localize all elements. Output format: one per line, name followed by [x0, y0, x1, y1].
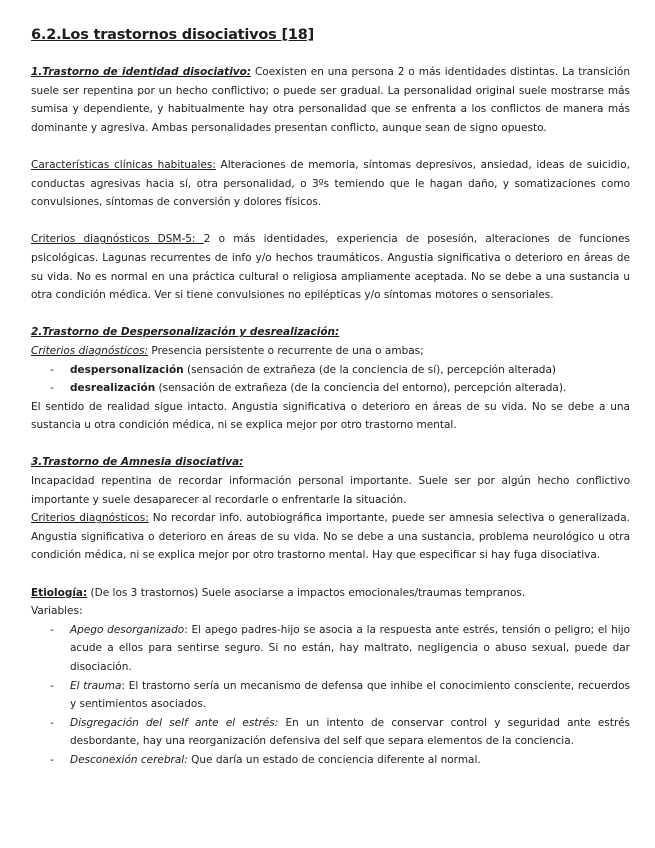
depersonalization-criteria	[31, 342, 630, 361]
list-item-desc: (sensación de extrañeza (de la conciencia del entorno), percepción alterada).	[155, 382, 567, 395]
depersonalization-after: El sentido de realidad sigue intacto. Angustia significativa o deterioro en áreas de su vida. No se debe a una sustancia u otra condición médica, ni se explica mejor por otro trastorno mental.	[31, 400, 630, 432]
list-item-term: El trauma	[70, 679, 122, 692]
section-amnesia	[31, 453, 630, 472]
variables-label: Variables:	[31, 605, 83, 618]
etiology-label: Etiología:	[31, 586, 88, 599]
list-item	[31, 621, 630, 677]
list-item	[31, 677, 630, 714]
list-item-desc: En un intento de conservar control y seguridad ante estrés desbordante, hay una reorganización defensiva del self que separa elementos de la conciencia.	[70, 716, 630, 748]
criteria-label: Criterios diagnósticos:	[31, 512, 149, 525]
criteria-label: Criterios diagnósticos:	[31, 344, 149, 357]
bullet-dash: -	[50, 753, 54, 766]
list-item-desc: (sensación de extrañeza (de la conciencia de sí), percepción alterada)	[183, 363, 556, 376]
etiology-text: (De los 3 trastornos) Suele asociarse a impactos emocionales/traumas tempranos.	[87, 586, 526, 599]
section-heading: 1.Trastorno de identidad disociativo:	[31, 66, 252, 78]
etiology-paragraph	[31, 584, 630, 603]
section-text: Coexisten en una persona 2 o más identidades distintas. La transición suele ser repentina por un hecho conflictivo; o puede ser gradual. La personalidad original suele mostrarse más sumisa y dependiente, y habitualmente hay otra personalidad que se enfrenta a los conflictos de manera más dominante y agresiva. Ambas personalidades presentan conflicto, aunque sean de signo opuesto.	[31, 66, 630, 134]
list-item-term: Apego desorganizado	[70, 623, 185, 636]
bullet-dash: -	[50, 382, 54, 395]
amnesia-text: Incapacidad repentina de recordar información personal importante. Suele ser por algún hecho conflictivo importante y suele desaparecer al recordarle o enfrentarle la situación.	[31, 475, 630, 506]
section-heading: 2.Trastorno de Despersonalización y desrealización:	[31, 326, 340, 339]
list-item-desc: Que daría un estado de conciencia diferente al normal.	[187, 753, 481, 766]
clinical-features-paragraph	[31, 156, 630, 212]
list-item	[31, 361, 630, 380]
list-item-desc: : El trastorno sería un mecanismo de defensa que inhibe el conocimiento consciente, recuerdos y sentimientos asociados.	[70, 679, 630, 711]
list-item-term: Disgregación del self ante el estrés:	[70, 716, 279, 729]
section-depersonalization	[31, 323, 630, 342]
list-item	[31, 714, 630, 751]
list-item-term: Desconexión cerebral:	[70, 753, 188, 766]
list-item-term: despersonalización	[70, 363, 184, 376]
list-item	[31, 751, 630, 770]
bullet-dash: -	[50, 623, 54, 636]
bullet-dash: -	[50, 679, 54, 692]
criteria-text: Presencia persistente o recurrente de una o ambas;	[148, 344, 424, 357]
amnesia-criteria	[31, 509, 630, 565]
page-title: 6.2.Los trastornos disociativos [18]	[31, 27, 315, 43]
etiology-variables-list	[31, 621, 630, 770]
list-item	[31, 379, 630, 398]
dsm5-criteria-paragraph	[31, 230, 630, 304]
bullet-dash: -	[50, 716, 54, 729]
list-item-term: desrealización	[70, 382, 156, 395]
criteria-text: No recordar info. autobiográfica importante, puede ser amnesia selectiva o generalizada. Angustia significativa o deterioro en áreas de su vida. No se debe a una sustancia, problema neurológico u otra condición médica, ni se explica mejor por otro trastorno mental. Hay que especificar si hay fuga disociativa.	[31, 512, 630, 562]
section-heading: 3.Trastorno de Amnesia disociativa:	[31, 456, 244, 469]
clinical-features-text: Alteraciones de memoria, síntomas depresivos, ansiedad, ideas de suicidio, conductas agresivas hacia sí, otra personalidad, o 3ºs temiendo que le hagan daño, y somatizaciones como convulsiones, síntomas de conversión y dolores físicos.	[31, 158, 630, 209]
bullet-dash: -	[50, 363, 54, 376]
section-identity-disorder	[31, 63, 630, 137]
dsm5-criteria-label: Criterios diagnósticos DSM-5:	[31, 233, 204, 246]
dsm5-criteria-text: 2 o más identidades, experiencia de posesión, alteraciones de funciones psicológicas. Lagunas recurrentes de info y/o hechos traumáticos. Angustia significativa o deterioro en áreas de su vida. No es normal en una práctica cultural o religiosa ampliamente aceptada. No se debe a una sustancia u otra condición médica. Ver si tiene convulsiones no epilépticas y/o síntomas motores o sensoriales.	[31, 233, 630, 302]
list-item-desc: : El apego padres-hijo se asocia a la respuesta ante estrés, tensión o peligro; el hijo acude a ellos para sentirse seguro. Si no están, hay maltrato, negligencia o abuso sexual, puede dar disociación.	[70, 623, 630, 673]
clinical-features-label: Características clínicas habituales:	[31, 158, 216, 171]
depersonalization-list	[31, 361, 630, 398]
